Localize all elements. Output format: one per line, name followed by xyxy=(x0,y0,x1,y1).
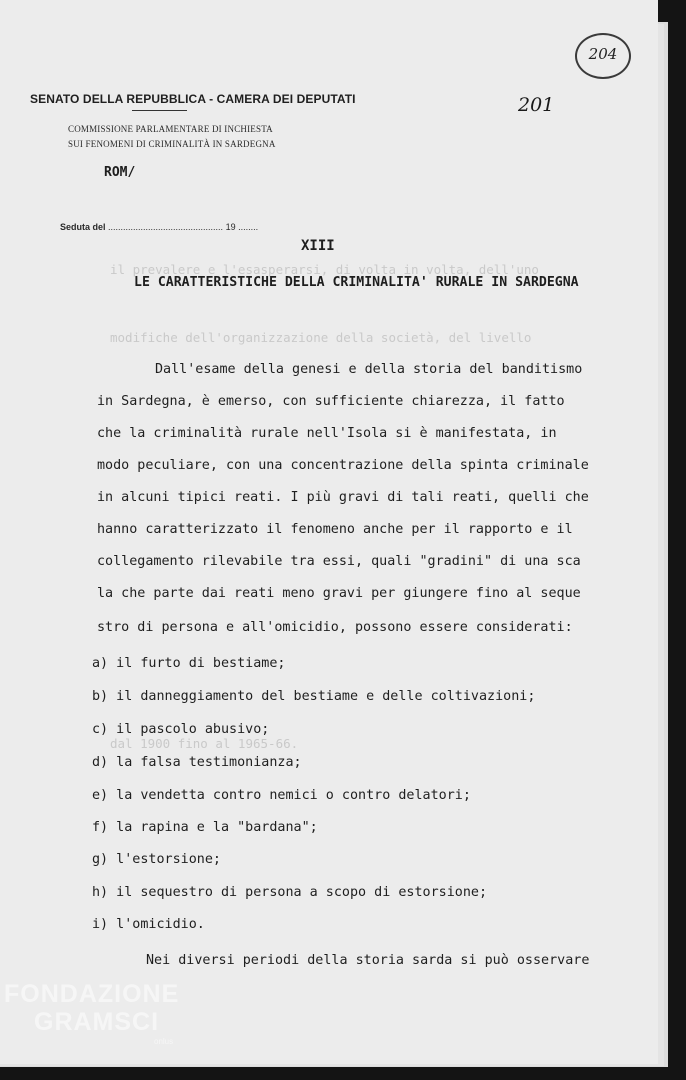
paragraph-line: in Sardegna, è emerso, con sufficiente chiarezza, il fatto xyxy=(97,394,565,409)
paragraph-line: Dall'esame della genesi e della storia del banditismo xyxy=(155,362,583,377)
list-item: h) il sequestro di persona a scopo di estorsione; xyxy=(92,885,488,900)
paragraph-line: stro di persona e all'omicidio, possono essere considerati: xyxy=(97,620,573,635)
bleed-through-text: modifiche dell'organizzazione della società, del livello xyxy=(110,330,532,345)
stamp-number: 204 xyxy=(588,45,618,63)
chapter-title: LE CARATTERISTICHE DELLA CRIMINALITA' RURALE IN SARDEGNA xyxy=(134,275,579,290)
list-item: i) l'omicidio. xyxy=(92,917,205,932)
list-item: e) la vendetta contro nemici o contro delatori; xyxy=(92,788,471,803)
paragraph-line: hanno caratterizzato il fenomeno anche per il rapporto e il xyxy=(97,522,573,537)
handwritten-page-number: 201 xyxy=(518,94,555,116)
paragraph-line: la che parte dai reati meno gravi per giungere fino al seque xyxy=(97,586,581,601)
institution-title: SENATO DELLA REPUBBLICA - CAMERA DEI DEPUTATI xyxy=(30,92,356,106)
closing-line: Nei diversi periodi della storia sarda si può osservare xyxy=(146,953,590,968)
page-stamp xyxy=(575,33,631,79)
paragraph-line: collegamento rilevabile tra essi, quali "gradini" di una sca xyxy=(97,554,581,569)
list-item: g) l'estorsione; xyxy=(92,852,221,867)
header-divider xyxy=(132,110,187,111)
commission-name: COMMISSIONE PARLAMENTARE DI INCHIESTA SUI FENOMENI DI CRIMINALITÀ IN SARDEGNA xyxy=(68,124,276,149)
paragraph-line: che la criminalità rurale nell'Isola si è manifestata, in xyxy=(97,426,557,441)
session-date-field: Seduta del .............................................. 19 ........ xyxy=(60,222,259,232)
bleed-through-text: il prevalere e l'esasperarsi, di volta in volta, dell'uno xyxy=(110,262,539,277)
chapter-number: XIII xyxy=(301,238,335,254)
list-item: f) la rapina e la "bardana"; xyxy=(92,820,318,835)
list-item: b) il danneggiamento del bestiame e delle coltivazioni; xyxy=(92,689,536,704)
list-item: d) la falsa testimonianza; xyxy=(92,755,302,770)
bleed-through-text: dal 1900 fino al 1965-66. xyxy=(110,736,299,751)
list-item: a) il furto di bestiame; xyxy=(92,656,286,671)
paragraph-line: in alcuni tipici reati. I più gravi di tali reati, quelli che xyxy=(97,490,589,505)
reference-code: ROM/ xyxy=(104,165,136,180)
paragraph-line: modo peculiare, con una concentrazione della spinta criminale xyxy=(97,458,589,473)
fondazione-gramsci-watermark: FONDAZIONE GRAMSCI onlus xyxy=(4,980,180,1046)
list-item: c) il pascolo abusivo; xyxy=(92,722,270,737)
